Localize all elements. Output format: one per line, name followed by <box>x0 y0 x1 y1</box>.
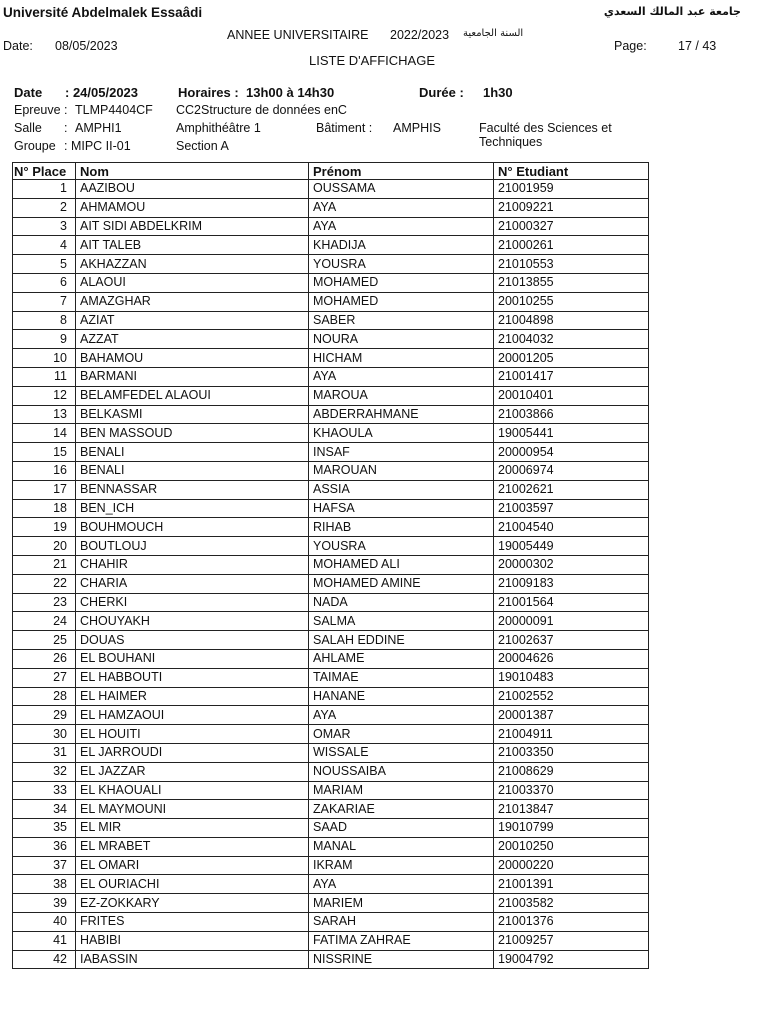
header-student-number: N° Etudiant <box>494 163 649 180</box>
first-name-cell: HANANE <box>309 687 494 706</box>
last-name-cell: BOUTLOUJ <box>76 537 309 556</box>
student-number-cell: 20000302 <box>494 555 649 574</box>
last-name-cell: EL HABBOUTI <box>76 668 309 687</box>
place-number-cell: 6 <box>13 273 76 292</box>
student-number-cell: 21001376 <box>494 913 649 932</box>
academic-year-label: ANNEE UNIVERSITAIRE <box>227 28 369 42</box>
student-number-cell: 21002637 <box>494 631 649 650</box>
table-row <box>13 180 649 199</box>
table-row <box>13 837 649 856</box>
place-number-cell: 13 <box>13 405 76 424</box>
student-number-cell: 20001387 <box>494 706 649 725</box>
place-number-cell: 20 <box>13 537 76 556</box>
table-row <box>13 217 649 236</box>
table-row <box>13 386 649 405</box>
page-label: Page: <box>614 39 647 53</box>
exam-subject-name: CC2Structure de données enC <box>176 103 347 117</box>
last-name-cell: AHMAMOU <box>76 198 309 217</box>
first-name-cell: WISSALE <box>309 743 494 762</box>
first-name-cell: INSAF <box>309 443 494 462</box>
last-name-cell: ALAOUI <box>76 273 309 292</box>
table-row <box>13 555 649 574</box>
place-number-cell: 32 <box>13 762 76 781</box>
student-number-cell: 21004898 <box>494 311 649 330</box>
table-row <box>13 762 649 781</box>
last-name-cell: EL JAZZAR <box>76 762 309 781</box>
table-row <box>13 819 649 838</box>
student-number-cell: 20010401 <box>494 386 649 405</box>
academic-year-arabic: السنة الجامعية <box>463 28 524 39</box>
student-number-cell: 21008629 <box>494 762 649 781</box>
exam-date-value: : 24/05/2023 <box>65 85 139 100</box>
last-name-cell: BEN_ICH <box>76 499 309 518</box>
student-number-cell: 20000220 <box>494 856 649 875</box>
student-number-cell: 20000954 <box>494 443 649 462</box>
first-name-cell: AYA <box>309 198 494 217</box>
first-name-cell: MOHAMED <box>309 273 494 292</box>
place-number-cell: 30 <box>13 725 76 744</box>
place-number-cell: 24 <box>13 612 76 631</box>
table-row <box>13 743 649 762</box>
last-name-cell: CHOUYAKH <box>76 612 309 631</box>
student-number-cell: 21004540 <box>494 518 649 537</box>
place-number-cell: 10 <box>13 349 76 368</box>
first-name-cell: OUSSAMA <box>309 180 494 199</box>
table-row <box>13 668 649 687</box>
first-name-cell: MOHAMED AMINE <box>309 574 494 593</box>
student-number-cell: 19005449 <box>494 537 649 556</box>
table-row <box>13 480 649 499</box>
last-name-cell: BOUHMOUCH <box>76 518 309 537</box>
page-number: 17 / 43 <box>678 39 717 53</box>
place-number-cell: 1 <box>13 180 76 199</box>
place-number-cell: 3 <box>13 217 76 236</box>
header-last-name: Nom <box>76 163 309 180</box>
table-row <box>13 349 649 368</box>
student-roster-table <box>12 162 649 969</box>
place-number-cell: 19 <box>13 518 76 537</box>
table-row <box>13 443 649 462</box>
first-name-cell: TAIMAE <box>309 668 494 687</box>
place-number-cell: 7 <box>13 292 76 311</box>
room-name: Amphithéâtre 1 <box>176 121 261 135</box>
table-row <box>13 875 649 894</box>
student-number-cell: 21004911 <box>494 725 649 744</box>
student-number-cell: 21003582 <box>494 894 649 913</box>
last-name-cell: BAHAMOU <box>76 349 309 368</box>
student-number-cell: 20001205 <box>494 349 649 368</box>
place-number-cell: 9 <box>13 330 76 349</box>
last-name-cell: CHARIA <box>76 574 309 593</box>
first-name-cell: SALMA <box>309 612 494 631</box>
student-number-cell: 20000091 <box>494 612 649 631</box>
first-name-cell: MOHAMED <box>309 292 494 311</box>
student-number-cell: 21002552 <box>494 687 649 706</box>
place-number-cell: 42 <box>13 950 76 969</box>
student-number-cell: 21013855 <box>494 273 649 292</box>
first-name-cell: NADA <box>309 593 494 612</box>
first-name-cell: NISSRINE <box>309 950 494 969</box>
table-row <box>13 292 649 311</box>
group-value: : MIPC II-01 <box>64 139 131 153</box>
section-value: Section A <box>176 139 229 153</box>
place-number-cell: 29 <box>13 706 76 725</box>
last-name-cell: EL HOUITI <box>76 725 309 744</box>
last-name-cell: EL OMARI <box>76 856 309 875</box>
place-number-cell: 21 <box>13 555 76 574</box>
student-number-cell: 21000261 <box>494 236 649 255</box>
student-number-cell: 21004032 <box>494 330 649 349</box>
first-name-cell: AHLAME <box>309 649 494 668</box>
place-number-cell: 36 <box>13 837 76 856</box>
building-label: Bâtiment : <box>316 121 373 135</box>
place-number-cell: 5 <box>13 255 76 274</box>
place-number-cell: 8 <box>13 311 76 330</box>
first-name-cell: FATIMA ZAHRAE <box>309 931 494 950</box>
last-name-cell: DOUAS <box>76 631 309 650</box>
student-number-cell: 21009221 <box>494 198 649 217</box>
first-name-cell: SABER <box>309 311 494 330</box>
last-name-cell: EL OURIACHI <box>76 875 309 894</box>
last-name-cell: BENALI <box>76 461 309 480</box>
table-row <box>13 537 649 556</box>
table-row <box>13 593 649 612</box>
last-name-cell: AMAZGHAR <box>76 292 309 311</box>
first-name-cell: ABDERRAHMANE <box>309 405 494 424</box>
place-number-cell: 34 <box>13 800 76 819</box>
last-name-cell: HABIBI <box>76 931 309 950</box>
last-name-cell: AAZIBOU <box>76 180 309 199</box>
first-name-cell: MAROUA <box>309 386 494 405</box>
schedule-value: 13h00 à 14h30 <box>246 85 335 100</box>
last-name-cell: CHAHIR <box>76 555 309 574</box>
table-row <box>13 330 649 349</box>
last-name-cell: AKHAZZAN <box>76 255 309 274</box>
place-number-cell: 39 <box>13 894 76 913</box>
last-name-cell: EL KHAOUALI <box>76 781 309 800</box>
table-row <box>13 236 649 255</box>
university-name: Université Abdelmalek Essaâdi <box>3 5 203 20</box>
student-number-cell: 21009183 <box>494 574 649 593</box>
table-row <box>13 367 649 386</box>
place-number-cell: 22 <box>13 574 76 593</box>
student-number-cell: 19005441 <box>494 424 649 443</box>
student-number-cell: 21001417 <box>494 367 649 386</box>
exam-subject-code: TLMP4404CF <box>75 103 153 117</box>
header-first-name: Prénom <box>309 163 494 180</box>
schedule-label: Horaires : <box>178 85 239 100</box>
first-name-cell: KHAOULA <box>309 424 494 443</box>
first-name-cell: MANAL <box>309 837 494 856</box>
last-name-cell: AZIAT <box>76 311 309 330</box>
first-name-cell: RIHAB <box>309 518 494 537</box>
student-number-cell: 21009257 <box>494 931 649 950</box>
table-row <box>13 574 649 593</box>
table-row <box>13 518 649 537</box>
last-name-cell: AZZAT <box>76 330 309 349</box>
last-name-cell: BEN MASSOUD <box>76 424 309 443</box>
student-number-cell: 19010799 <box>494 819 649 838</box>
first-name-cell: MARIAM <box>309 781 494 800</box>
place-number-cell: 14 <box>13 424 76 443</box>
university-name-arabic: جامعة عبد المالك السعدي <box>603 5 741 18</box>
first-name-cell: OMAR <box>309 725 494 744</box>
student-number-cell: 20010255 <box>494 292 649 311</box>
faculty-line-1: Faculté des Sciences et <box>479 121 612 135</box>
building-value: AMPHIS <box>393 121 441 135</box>
place-number-cell: 23 <box>13 593 76 612</box>
last-name-cell: AIT TALEB <box>76 236 309 255</box>
place-number-cell: 25 <box>13 631 76 650</box>
place-number-cell: 35 <box>13 819 76 838</box>
table-row <box>13 461 649 480</box>
student-number-cell: 21003350 <box>494 743 649 762</box>
first-name-cell: MAROUAN <box>309 461 494 480</box>
student-number-cell: 21002621 <box>494 480 649 499</box>
student-number-cell: 21003597 <box>494 499 649 518</box>
first-name-cell: YOUSRA <box>309 255 494 274</box>
place-number-cell: 33 <box>13 781 76 800</box>
table-row <box>13 950 649 969</box>
last-name-cell: EL HAIMER <box>76 687 309 706</box>
table-row <box>13 405 649 424</box>
place-number-cell: 31 <box>13 743 76 762</box>
place-number-cell: 16 <box>13 461 76 480</box>
exam-date-label: Date <box>14 85 43 100</box>
place-number-cell: 40 <box>13 913 76 932</box>
last-name-cell: EL MIR <box>76 819 309 838</box>
last-name-cell: EL HAMZAOUI <box>76 706 309 725</box>
student-number-cell: 21013847 <box>494 800 649 819</box>
table-row <box>13 687 649 706</box>
first-name-cell: IKRAM <box>309 856 494 875</box>
first-name-cell: AYA <box>309 706 494 725</box>
place-number-cell: 15 <box>13 443 76 462</box>
place-number-cell: 28 <box>13 687 76 706</box>
last-name-cell: EL MRABET <box>76 837 309 856</box>
table-row <box>13 273 649 292</box>
table-row <box>13 631 649 650</box>
place-number-cell: 27 <box>13 668 76 687</box>
student-number-cell: 21003370 <box>494 781 649 800</box>
first-name-cell: HICHAM <box>309 349 494 368</box>
duration-value: 1h30 <box>483 85 513 100</box>
place-number-cell: 41 <box>13 931 76 950</box>
last-name-cell: BELAMFEDEL ALAOUI <box>76 386 309 405</box>
first-name-cell: NOUSSAIBA <box>309 762 494 781</box>
place-number-cell: 17 <box>13 480 76 499</box>
first-name-cell: ZAKARIAE <box>309 800 494 819</box>
exam-subject-label: Epreuve : <box>14 103 68 117</box>
student-number-cell: 21010553 <box>494 255 649 274</box>
table-row <box>13 725 649 744</box>
last-name-cell: FRITES <box>76 913 309 932</box>
first-name-cell: MOHAMED ALI <box>309 555 494 574</box>
room-label: Salle <box>14 121 42 135</box>
first-name-cell: AYA <box>309 217 494 236</box>
first-name-cell: YOUSRA <box>309 537 494 556</box>
student-number-cell: 19004792 <box>494 950 649 969</box>
place-number-cell: 4 <box>13 236 76 255</box>
table-row <box>13 856 649 875</box>
place-number-cell: 26 <box>13 649 76 668</box>
faculty-line-2: Techniques <box>479 135 543 149</box>
duration-label: Durée : <box>419 85 464 100</box>
place-number-cell: 37 <box>13 856 76 875</box>
academic-year-value: 2022/2023 <box>390 28 450 42</box>
room-code: AMPHI1 <box>75 121 122 135</box>
student-number-cell: 20010250 <box>494 837 649 856</box>
student-number-cell: 21001564 <box>494 593 649 612</box>
first-name-cell: HAFSA <box>309 499 494 518</box>
table-row <box>13 706 649 725</box>
table-row <box>13 781 649 800</box>
table-row <box>13 198 649 217</box>
first-name-cell: AYA <box>309 875 494 894</box>
student-number-cell: 21000327 <box>494 217 649 236</box>
header-place-number: N° Place <box>13 163 76 180</box>
table-header-row <box>13 163 649 180</box>
last-name-cell: EL MAYMOUNI <box>76 800 309 819</box>
group-label: Groupe <box>14 139 56 153</box>
last-name-cell: CHERKI <box>76 593 309 612</box>
place-number-cell: 38 <box>13 875 76 894</box>
last-name-cell: BARMANI <box>76 367 309 386</box>
first-name-cell: SAAD <box>309 819 494 838</box>
first-name-cell: MARIEM <box>309 894 494 913</box>
first-name-cell: NOURA <box>309 330 494 349</box>
table-row <box>13 894 649 913</box>
table-row <box>13 612 649 631</box>
first-name-cell: SALAH EDDINE <box>309 631 494 650</box>
last-name-cell: BENALI <box>76 443 309 462</box>
table-row <box>13 255 649 274</box>
first-name-cell: ASSIA <box>309 480 494 499</box>
student-number-cell: 21001959 <box>494 180 649 199</box>
table-row <box>13 499 649 518</box>
place-number-cell: 18 <box>13 499 76 518</box>
table-row <box>13 649 649 668</box>
table-row <box>13 311 649 330</box>
table-row <box>13 424 649 443</box>
room-colon: : <box>64 121 68 135</box>
student-number-cell: 20004626 <box>494 649 649 668</box>
print-date-value: 08/05/2023 <box>55 39 118 53</box>
last-name-cell: BELKASMI <box>76 405 309 424</box>
last-name-cell: EL JARROUDI <box>76 743 309 762</box>
table-row <box>13 913 649 932</box>
list-title: LISTE D'AFFICHAGE <box>309 53 436 68</box>
last-name-cell: EL BOUHANI <box>76 649 309 668</box>
student-number-cell: 21003866 <box>494 405 649 424</box>
place-number-cell: 12 <box>13 386 76 405</box>
first-name-cell: AYA <box>309 367 494 386</box>
last-name-cell: IABASSIN <box>76 950 309 969</box>
print-date-label: Date: <box>3 39 33 53</box>
place-number-cell: 11 <box>13 367 76 386</box>
last-name-cell: EZ-ZOKKARY <box>76 894 309 913</box>
place-number-cell: 2 <box>13 198 76 217</box>
table-row <box>13 931 649 950</box>
first-name-cell: KHADIJA <box>309 236 494 255</box>
student-number-cell: 21001391 <box>494 875 649 894</box>
last-name-cell: BENNASSAR <box>76 480 309 499</box>
first-name-cell: SARAH <box>309 913 494 932</box>
last-name-cell: AIT SIDI ABDELKRIM <box>76 217 309 236</box>
student-number-cell: 20006974 <box>494 461 649 480</box>
table-row <box>13 800 649 819</box>
student-number-cell: 19010483 <box>494 668 649 687</box>
